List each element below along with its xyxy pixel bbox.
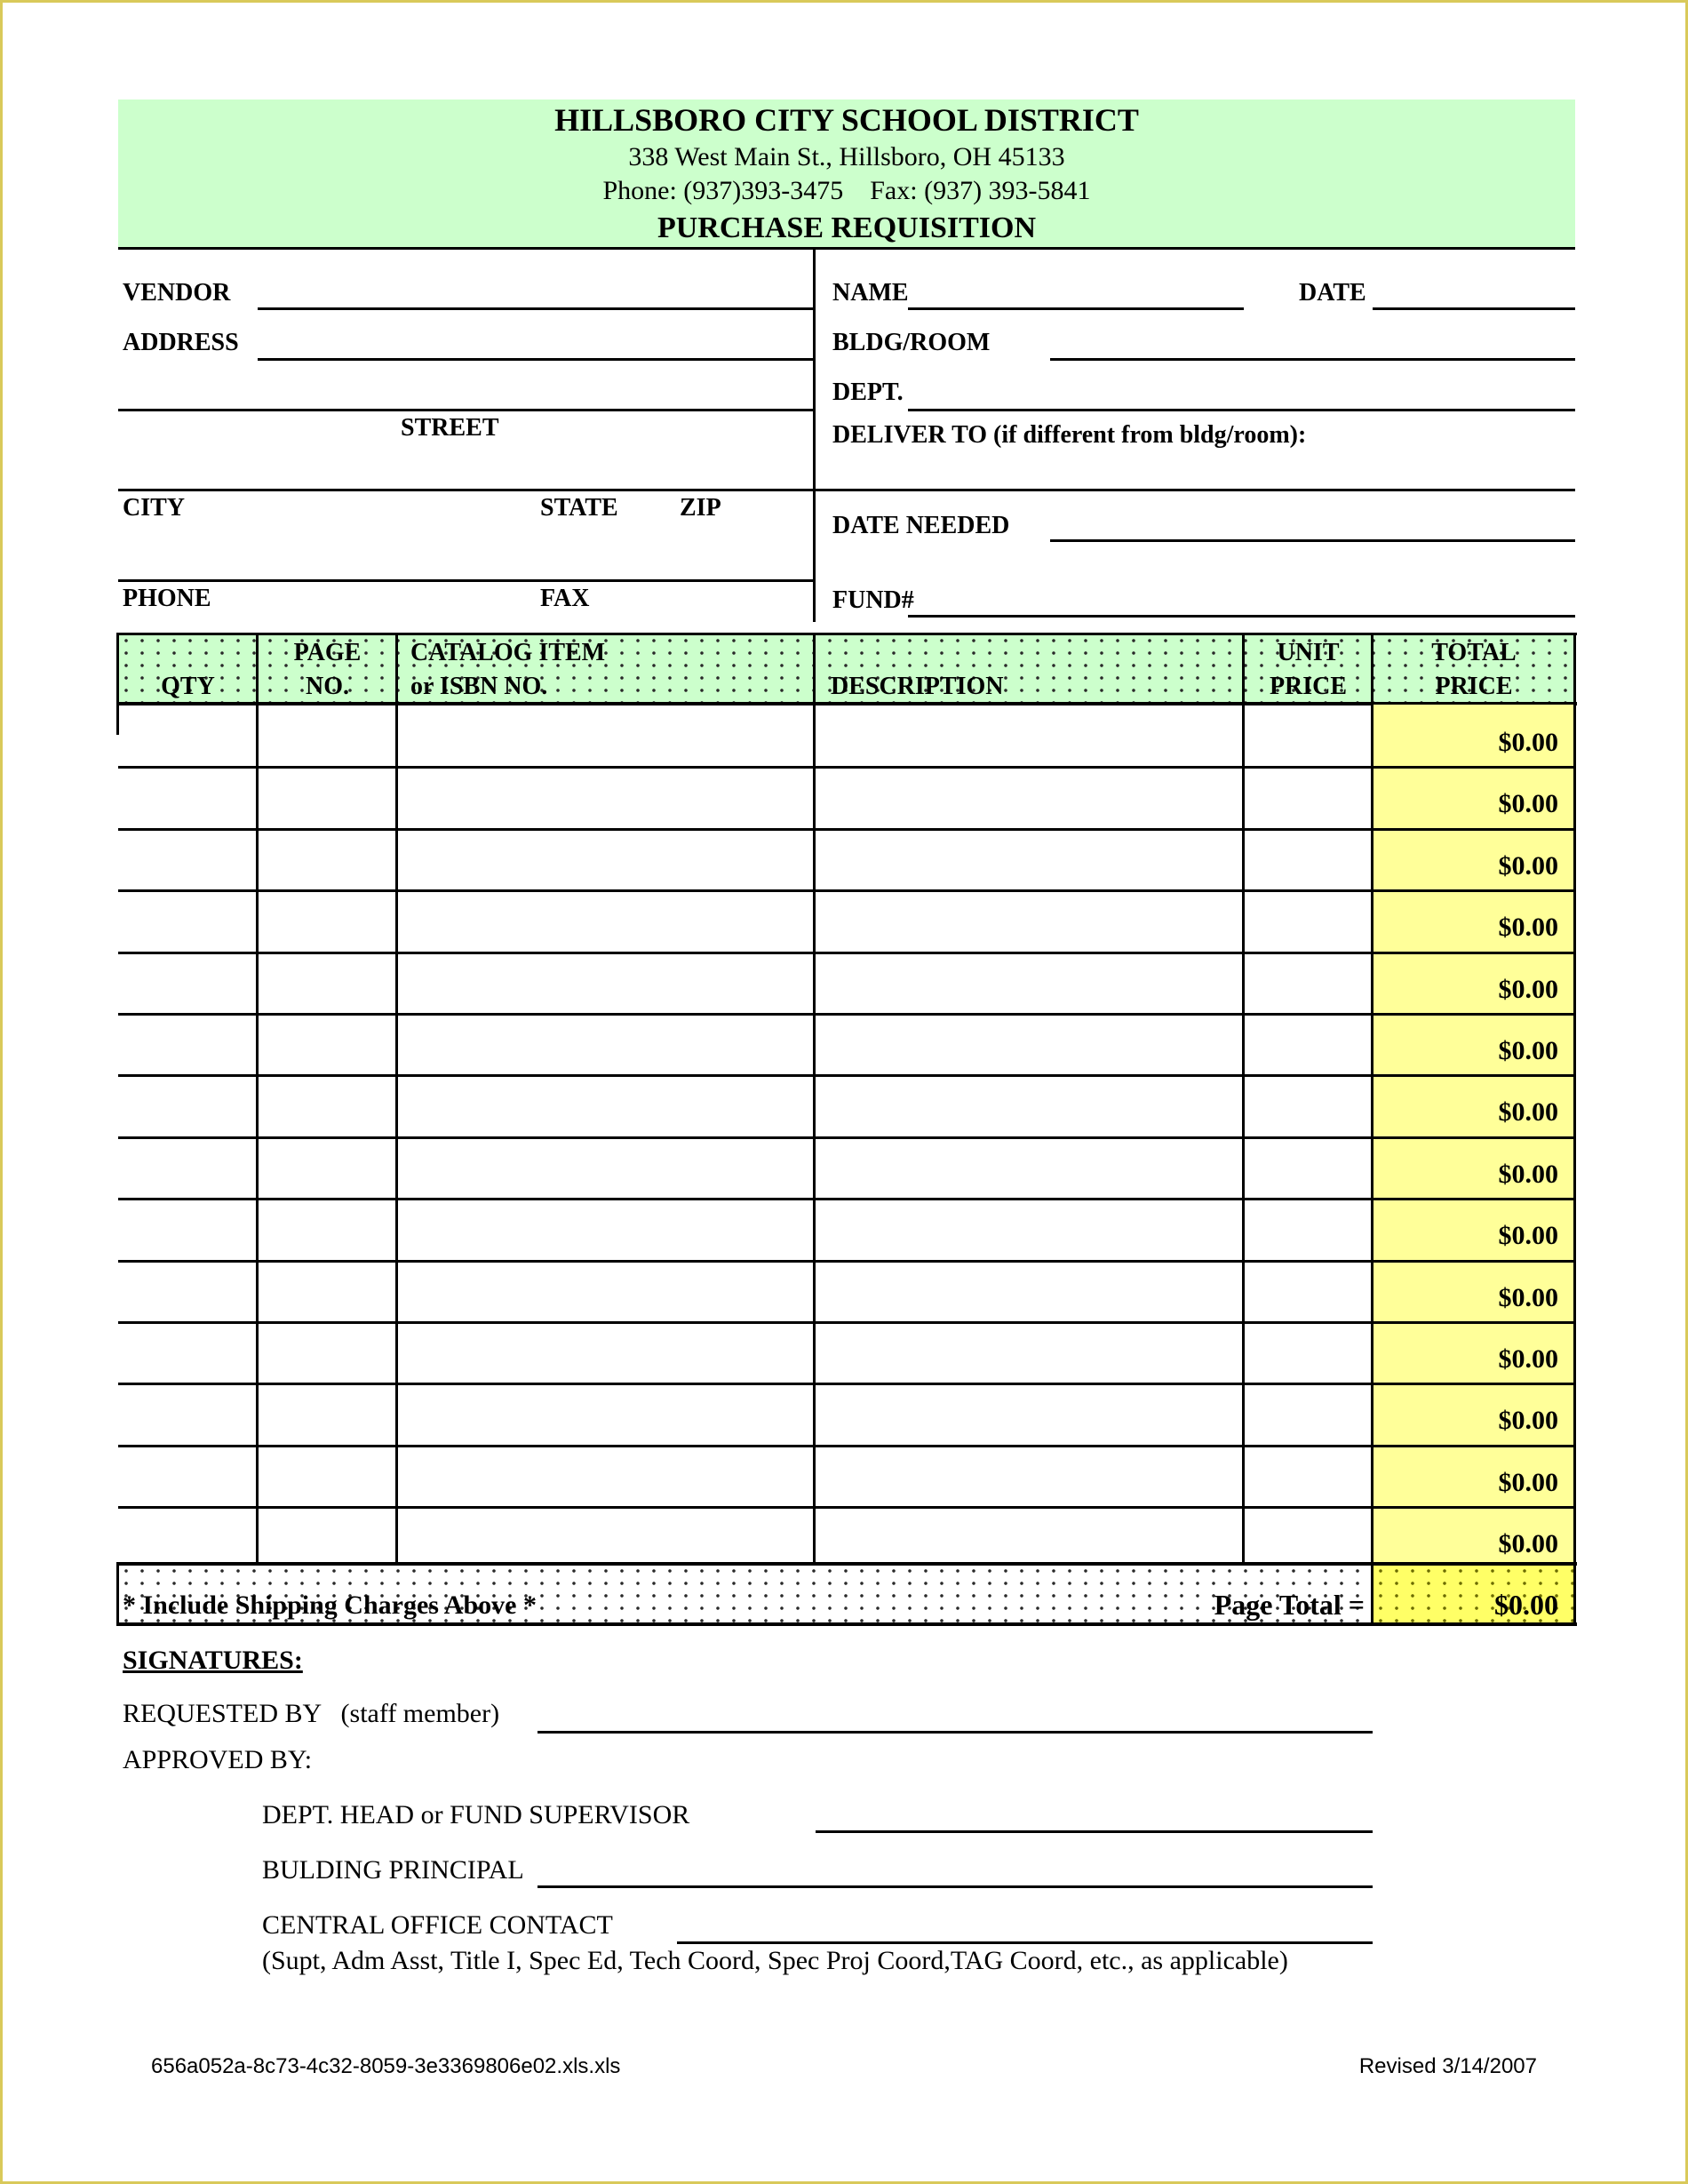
dept-field[interactable] — [908, 409, 1575, 411]
table-right-border — [1573, 633, 1576, 1626]
table-top-border — [116, 633, 1577, 635]
form-title: PURCHASE REQUISITION — [657, 211, 1037, 244]
dept-label: DEPT. — [832, 379, 904, 406]
address-field[interactable] — [258, 358, 813, 361]
info-center-divider — [813, 249, 816, 622]
table-left-border-header — [116, 633, 119, 735]
table-row-line — [118, 828, 1575, 831]
row-total-price: $0.00 — [1498, 789, 1558, 818]
city-label: CITY — [123, 494, 186, 522]
fund-field[interactable] — [908, 615, 1575, 618]
page-total-label: Page Total = — [1214, 1589, 1365, 1621]
central-office-note: (Supt, Adm Asst, Title I, Spec Ed, Tech Coord, Spec Proj Coord,TAG Coord, etc., as applicable) — [262, 1946, 1288, 1975]
date-needed-field[interactable] — [1050, 539, 1575, 542]
bldg-room-field[interactable] — [1050, 358, 1575, 361]
table-row-line — [118, 1074, 1575, 1077]
page-total-value: $0.00 — [1494, 1589, 1558, 1621]
col-header-qty: QTY — [161, 673, 215, 700]
central-office-signature-line[interactable] — [677, 1941, 1373, 1944]
requested-by-label: REQUESTED BY (staff member) — [123, 1699, 500, 1728]
page-total-left-border — [116, 1562, 119, 1626]
col-header-unit-price: UNIT PRICE — [1269, 639, 1348, 700]
col-header-total-price: TOTAL PRICE — [1431, 639, 1517, 700]
district-title: HILLSBORO CITY SCHOOL DISTRICT — [554, 102, 1139, 138]
phone-fax-field[interactable] — [118, 579, 813, 582]
col-divider-1 — [256, 633, 259, 1564]
zip-label: ZIP — [680, 494, 721, 522]
row-total-price: $0.00 — [1498, 1406, 1558, 1435]
deliver-to-label: DELIVER TO (if different from bldg/room): — [832, 421, 1307, 449]
central-office-label: CENTRAL OFFICE CONTACT — [262, 1910, 613, 1940]
address-label: ADDRESS — [123, 329, 239, 356]
page-total-bottom-border — [116, 1622, 1577, 1626]
table-row-line — [118, 1506, 1575, 1509]
footer-filename: 656a052a-8c73-4c32-8059-3e3369806e02.xls.xls — [151, 2054, 621, 2078]
phone-label: PHONE — [123, 585, 211, 612]
date-label: DATE — [1299, 279, 1366, 307]
row-total-price: $0.00 — [1498, 1283, 1558, 1312]
row-total-price: $0.00 — [1498, 1529, 1558, 1558]
name-label: NAME — [832, 279, 909, 307]
row-total-price: $0.00 — [1498, 1221, 1558, 1250]
col-divider-2 — [395, 633, 398, 1564]
row-total-price: $0.00 — [1498, 1468, 1558, 1497]
table-row-line — [118, 952, 1575, 954]
row-total-price: $0.00 — [1498, 1344, 1558, 1374]
row-total-price: $0.00 — [1498, 1160, 1558, 1189]
vendor-label: VENDOR — [123, 279, 231, 307]
city-state-zip-field[interactable] — [118, 489, 813, 491]
header-divider — [118, 247, 1575, 250]
street-label: STREET — [401, 414, 499, 442]
table-row-line — [118, 889, 1575, 892]
street-field[interactable] — [118, 409, 813, 411]
bldg-room-label: BLDG/ROOM — [832, 329, 991, 356]
row-total-price: $0.00 — [1498, 1036, 1558, 1065]
table-row-line — [118, 1198, 1575, 1200]
row-total-price: $0.00 — [1498, 1097, 1558, 1127]
col-header-description: DESCRIPTION — [831, 673, 1004, 700]
table-row-line — [118, 1445, 1575, 1447]
deliver-to-field[interactable] — [813, 489, 1575, 491]
district-contact: Phone: (937)393-3475 Fax: (937) 393-5841 — [602, 176, 1091, 205]
table-row-line — [118, 1136, 1575, 1139]
row-total-price: $0.00 — [1498, 975, 1558, 1004]
district-address: 338 West Main St., Hillsboro, OH 45133 — [628, 142, 1065, 171]
signatures-heading: SIGNATURES: — [123, 1646, 303, 1675]
row-total-price: $0.00 — [1498, 913, 1558, 942]
approved-by-label: APPROVED BY: — [123, 1745, 313, 1774]
footer-revised: Revised 3/14/2007 — [1358, 2054, 1537, 2078]
table-row-line — [118, 1383, 1575, 1385]
table-row-line — [118, 766, 1575, 769]
table-row-line — [118, 1260, 1575, 1263]
principal-signature-line[interactable] — [537, 1885, 1373, 1888]
fax-label: FAX — [540, 585, 590, 612]
dept-head-label: DEPT. HEAD or FUND SUPERVISOR — [262, 1800, 690, 1829]
date-needed-label: DATE NEEDED — [832, 512, 1010, 539]
vendor-field[interactable] — [258, 307, 813, 310]
table-row-line — [118, 1321, 1575, 1324]
date-field[interactable] — [1373, 307, 1575, 310]
state-label: STATE — [540, 494, 618, 522]
col-header-catalog-item: CATALOG ITEM or ISBN NO. — [410, 639, 606, 700]
shipping-note: * Include Shipping Charges Above * — [123, 1590, 537, 1620]
col-divider-3 — [813, 633, 816, 1564]
requested-by-signature-line[interactable] — [537, 1731, 1373, 1734]
table-row-line — [118, 1013, 1575, 1016]
col-divider-4 — [1242, 633, 1245, 1564]
principal-label: BULDING PRINCIPAL — [262, 1855, 524, 1885]
col-header-page-no: PAGE NO. — [293, 639, 362, 700]
name-field[interactable] — [908, 307, 1244, 310]
row-total-price: $0.00 — [1498, 851, 1558, 881]
page-total-top-border — [116, 1562, 1577, 1566]
row-total-price: $0.00 — [1498, 728, 1558, 757]
fund-label: FUND# — [832, 586, 914, 614]
dept-head-signature-line[interactable] — [816, 1830, 1373, 1833]
